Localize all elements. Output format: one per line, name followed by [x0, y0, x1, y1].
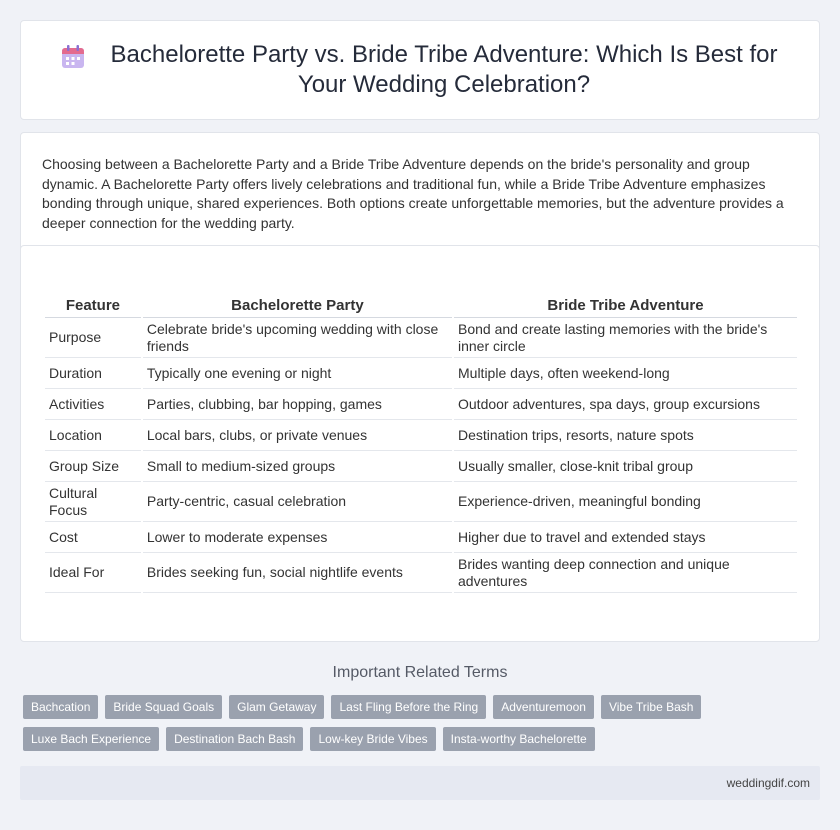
- related-tag[interactable]: Destination Bach Bash: [166, 727, 303, 751]
- related-tag[interactable]: Insta-worthy Bachelorette: [443, 727, 595, 751]
- bachelorette-cell: Small to medium-sized groups: [143, 451, 452, 482]
- feature-cell: Activities: [45, 389, 141, 420]
- bachelorette-cell: Typically one evening or night: [143, 358, 452, 389]
- adventure-cell: Experience-driven, meaningful bonding: [454, 482, 797, 522]
- feature-cell: Duration: [45, 358, 141, 389]
- feature-cell: Location: [45, 420, 141, 451]
- table-row: [45, 389, 797, 420]
- header-bride-tribe-adventure: Bride Tribe Adventure: [454, 294, 797, 318]
- feature-cell: Ideal For: [45, 553, 141, 593]
- bachelorette-cell: Lower to moderate expenses: [143, 522, 452, 553]
- header-bachelorette-party: Bachelorette Party: [143, 294, 452, 318]
- adventure-cell: Usually smaller, close-knit tribal group: [454, 451, 797, 482]
- related-tag[interactable]: Glam Getaway: [229, 695, 324, 719]
- bachelorette-cell: Brides seeking fun, social nightlife events: [143, 553, 452, 593]
- table-row: [45, 358, 797, 389]
- comparison-table: [43, 294, 799, 593]
- header-feature: Feature: [45, 294, 141, 318]
- related-tags: [23, 695, 813, 751]
- related-tag[interactable]: Last Fling Before the Ring: [331, 695, 486, 719]
- table-row: [45, 522, 797, 553]
- feature-cell: Cultural Focus: [45, 482, 141, 522]
- page-title: Bachelorette Party vs. Bride Tribe Adventure: Which Is Best for Your Wedding Celebration?: [110, 41, 778, 98]
- related-tag[interactable]: Luxe Bach Experience: [23, 727, 159, 751]
- bachelorette-cell: Celebrate bride's upcoming wedding with close friends: [143, 318, 452, 358]
- related-tag[interactable]: Adventuremoon: [493, 695, 594, 719]
- table-row: [45, 420, 797, 451]
- title-wrap: [60, 40, 780, 100]
- bachelorette-cell: Party-centric, casual celebration: [143, 482, 452, 522]
- adventure-cell: Multiple days, often weekend-long: [454, 358, 797, 389]
- bachelorette-cell: Local bars, clubs, or private venues: [143, 420, 452, 451]
- intro-card: [20, 132, 820, 253]
- table-row: [45, 318, 797, 358]
- adventure-cell: Higher due to travel and extended stays: [454, 522, 797, 553]
- calendar-icon: [60, 44, 86, 70]
- feature-cell: Group Size: [45, 451, 141, 482]
- bachelorette-cell: Parties, clubbing, bar hopping, games: [143, 389, 452, 420]
- related-tag[interactable]: Vibe Tribe Bash: [601, 695, 702, 719]
- adventure-cell: Outdoor adventures, spa days, group excursions: [454, 389, 797, 420]
- table-row: [45, 482, 797, 522]
- feature-cell: Cost: [45, 522, 141, 553]
- footer-site-link[interactable]: weddingdif.com: [726, 776, 810, 790]
- related-tag[interactable]: Bachcation: [23, 695, 98, 719]
- adventure-cell: Destination trips, resorts, nature spots: [454, 420, 797, 451]
- title-card: [20, 20, 820, 120]
- related-tag[interactable]: Bride Squad Goals: [105, 695, 222, 719]
- adventure-cell: Brides wanting deep connection and unique adventures: [454, 553, 797, 593]
- table-row: [45, 451, 797, 482]
- footer-bar: [20, 766, 820, 800]
- intro-paragraph: Choosing between a Bachelorette Party and a Bride Tribe Adventure depends on the bride's personality and group dynamic. A Bachelorette Party offers lively celebrations and traditional fun, while a Bride Tribe Adventure emphasizes bonding through unique, shared experiences. Both options create unforgettable memories, but the adventure provides a deeper connection for the wedding party.: [42, 156, 784, 231]
- adventure-cell: Bond and create lasting memories with the bride's inner circle: [454, 318, 797, 358]
- table-header-row: [45, 294, 797, 318]
- table-row: [45, 553, 797, 593]
- related-terms-heading: Important Related Terms: [332, 664, 508, 681]
- comparison-card: [20, 245, 820, 642]
- related-tag[interactable]: Low-key Bride Vibes: [310, 727, 435, 751]
- feature-cell: Purpose: [45, 318, 141, 358]
